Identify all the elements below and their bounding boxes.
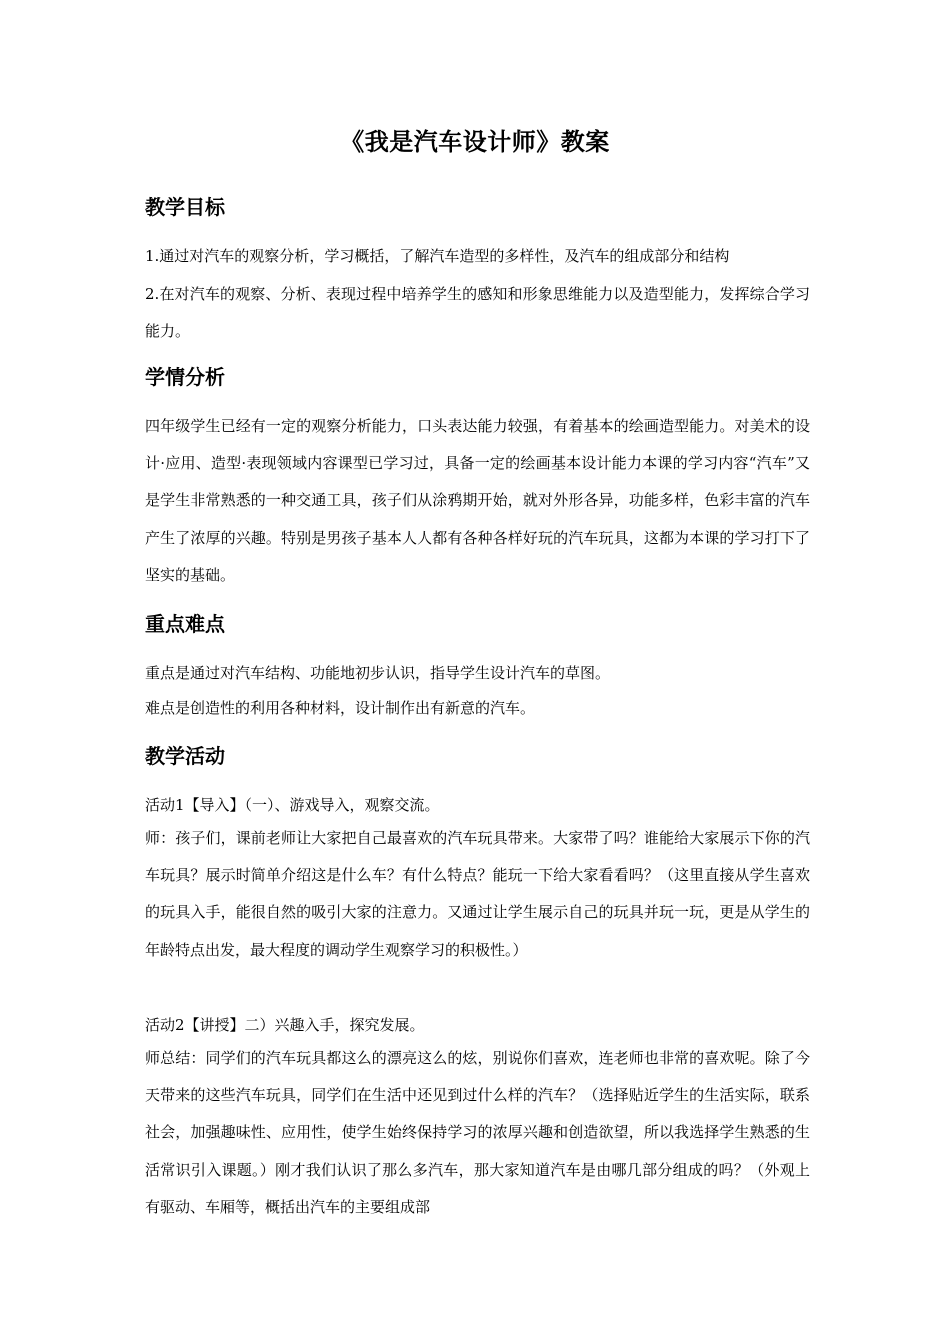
- heading-activities: 教学活动: [145, 744, 225, 768]
- objective-item-2: 2.在对汽车的观察、分析、表现过程中培养学生的感知和形象思维能力以及造型能力，发挥综合学习能力。: [145, 285, 810, 341]
- heading-objectives: 教学目标: [145, 195, 225, 219]
- heading-analysis: 学情分析: [145, 365, 225, 389]
- activity-2-body: 师总结：同学们的汽车玩具都这么的漂亮这么的炫，别说你们喜欢，连老师也非常的喜欢呢。除了今天带来的这些汽车玩具，同学们在生活中还见到过什么样的汽车？（选择贴近学生的生活实际，联系社会，加强趣味性、应用性，使学生始终保持学习的浓厚兴趣和创造欲望，所以我选择学生熟悉的生活常识引入课题。）刚才我们认识了那么多汽车，那大家知道汽车是由哪几部分组成的吗？（外观上有驱动、车厢等，概括出汽车的主要组成部: [145, 1049, 810, 1216]
- activity-1-body: 师：孩子们，课前老师让大家把自己最喜欢的汽车玩具带来。大家带了吗？谁能给大家展示下你的汽车玩具？展示时简单介绍这是什么车？有什么特点？能玩一下给大家看看吗？（这里直接从学生喜欢的玩具入手，能很自然的吸引大家的注意力。又通过让学生展示自己的玩具并玩一玩，更是从学生的年龄特点出发，最大程度的调动学生观察学习的积极性。）: [145, 829, 810, 959]
- difficulty-text: 难点是创造性的利用各种材料，设计制作出有新意的汽车。: [145, 699, 536, 717]
- activity-2-title: 活动2【讲授】二）兴趣入手，探究发展。: [145, 1016, 425, 1034]
- heading-keypoints: 重点难点: [145, 612, 225, 636]
- activity-1-title: 活动1【导入】（一）、游戏导入，观察交流。: [145, 796, 440, 814]
- document-title: 《我是汽车设计师》教案: [340, 128, 610, 156]
- key-point-text: 重点是通过对汽车结构、功能地初步认识，指导学生设计汽车的草图。: [145, 664, 611, 682]
- objective-item-1: 1.通过对汽车的观察分析，学习概括，了解汽车造型的多样性，及汽车的组成部分和结构: [145, 247, 730, 265]
- analysis-paragraph: 四年级学生已经有一定的观察分析能力，口头表达能力较强，有着基本的绘画造型能力。对美术的设计·应用、造型·表现领域内容课型已学习过，具备一定的绘画基本设计能力本课的学习内容“汽车”又是学生非常熟悉的一种交通工具，孩子们从涂鸦期开始，就对外形各异，功能多样，色彩丰富的汽车产生了浓厚的兴趣。特别是男孩子基本人人都有各种各样好玩的汽车玩具，这都为本课的学习打下了坚实的基础。: [145, 417, 810, 584]
